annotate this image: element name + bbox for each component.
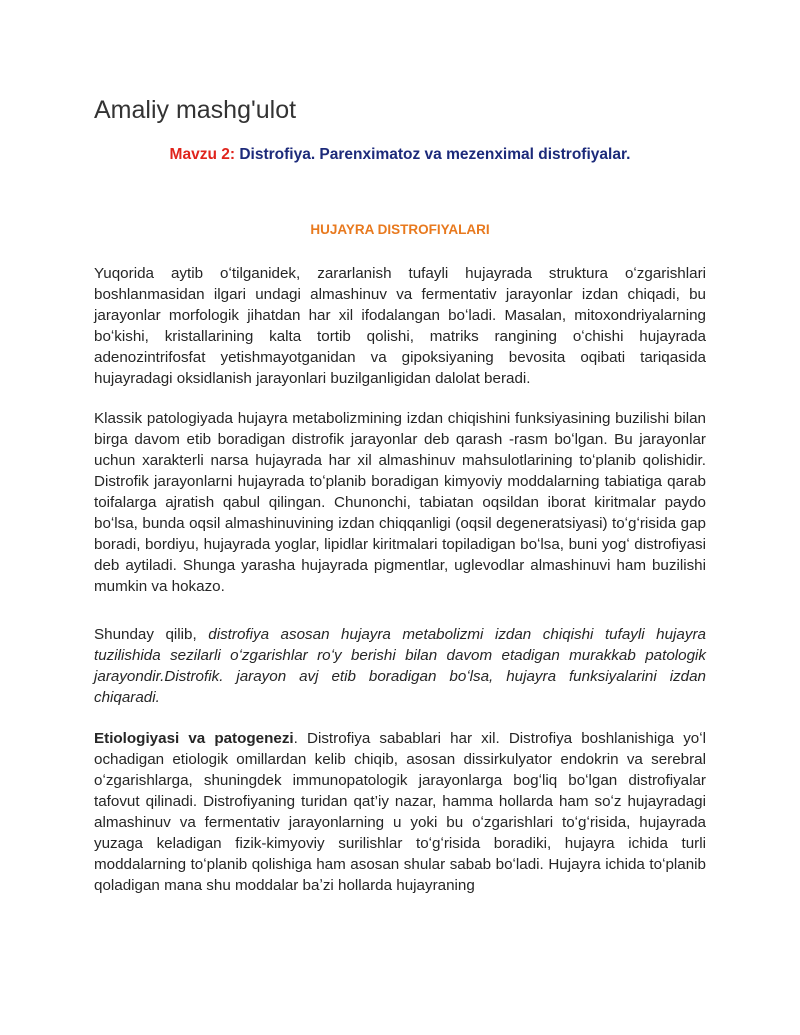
paragraph-3	[94, 624, 706, 708]
paragraph-4	[94, 728, 706, 896]
paragraph-4-heading: Etiologiyasi va patogenezi	[94, 730, 294, 747]
paragraph-1: Yuqorida aytib oʻtilganidek, zararlanish tufayli hujayrada struktura oʻzgarishlari boshlanmasidan ilgari undagi almashinuv va fermentativ jarayonlar izdan chiqadi, bu jarayonlar morfologik jihatdan har xil ifodalangan boʻladi. Masalan, mitoxondriyalarning boʻkishi, kristallarining kalta tortib qolishi, matriks rangining oʻchishi hujayrada adenozintrifosfat yetishmayotganidan va gipoksiyaning bevosita oqibati tariqasida hujayradagi oksidlanish jarayonlari buzilganligidan dalolat beradi.	[94, 265, 706, 387]
paragraph-3-lead: Shunday qilib,	[94, 626, 209, 643]
paragraph-4-text: . Distrofiya sabablari har xil. Distrofiya boshlanishiga yoʻl ochadigan etiologik omillardan kelib chiqib, asosan dissirkulyator endokrin va serebral oʻzgarishlarga, shuningdek immunopatologik jarayonlarga bogʻliq boʻlgan distrofiyalar tafovut qilinadi. Distrofiyaning turidan qat’iy nazar, hamma hollarda ham soʻz hujayradagi almashinuv va fermentativ jarayonlarning u yoki bu oʻzgarishlari toʻgʻrisida, hujayrada yuzaga keladigan fizik-kimyoviy surilishlar toʻgʻrisida boradiki, hujayra ichida turli moddalarning toʻplanib qolishiga ham asosan shular sabab boʻladi. Hujayra ichida toʻplanib qoladigan mana shu moddalar baʼzi hollarda hujayraning	[94, 730, 706, 894]
topic-line	[94, 146, 706, 164]
paragraph-3-italic: distrofiya asosan hujayra metabolizmi izdan chiqishi tufayli hujayra tuzilishida sezilarli oʻzgarishlar roʻy berishi bilan davom etadigan murakkab patologik jarayondir.Distrofik. jarayon avj etib boradigan boʻlsa, hujayra funksiyalarini izdan chiqaradi.	[94, 626, 706, 706]
topic-text: Distrofiya. Parenximatoz va mezenximal distrofiyalar.	[239, 146, 631, 163]
paragraph-2: Klassik patologiyada hujayra metabolizmining izdan chiqishini funksiyasining buzilishi bilan birga davom etib boradigan distrofik jarayonlar deb qarash -rasm boʻlgan. Bu jarayonlar uchun xarakterli narsa hujayrada har xil almashinuv mahsulotlarining toʻplanib qolishidir. Distrofik jarayonlarni hujayrada toʻplanib boradigan kimyoviy moddalarning tabiatiga qarab toifalarga ajratish qabul qilingan. Chunonchi, tabiatan oqsildan iborat kiritmalar paydo boʻlsa, bunda oqsil almashinuvining izdan chiqqanligi (oqsil degeneratsiyasi) toʻgʻrisida gap boradi, bordiyu, hujayrada yoglar, lipidlar kiritmalari topiladigan boʻlsa, buni yogʻ distrofiyasi deb aytiladi. Shunga yarasha hujayrada pigmentlar, uglevodlar almashinuvi ham buzilishi mumkin va hokazo.	[94, 410, 706, 595]
section-heading: HUJAYRA DISTROFIYALARI	[310, 222, 490, 237]
page-title: Amaliy mashg'ulot	[94, 96, 297, 124]
topic-label: Mavzu 2:	[169, 146, 236, 163]
